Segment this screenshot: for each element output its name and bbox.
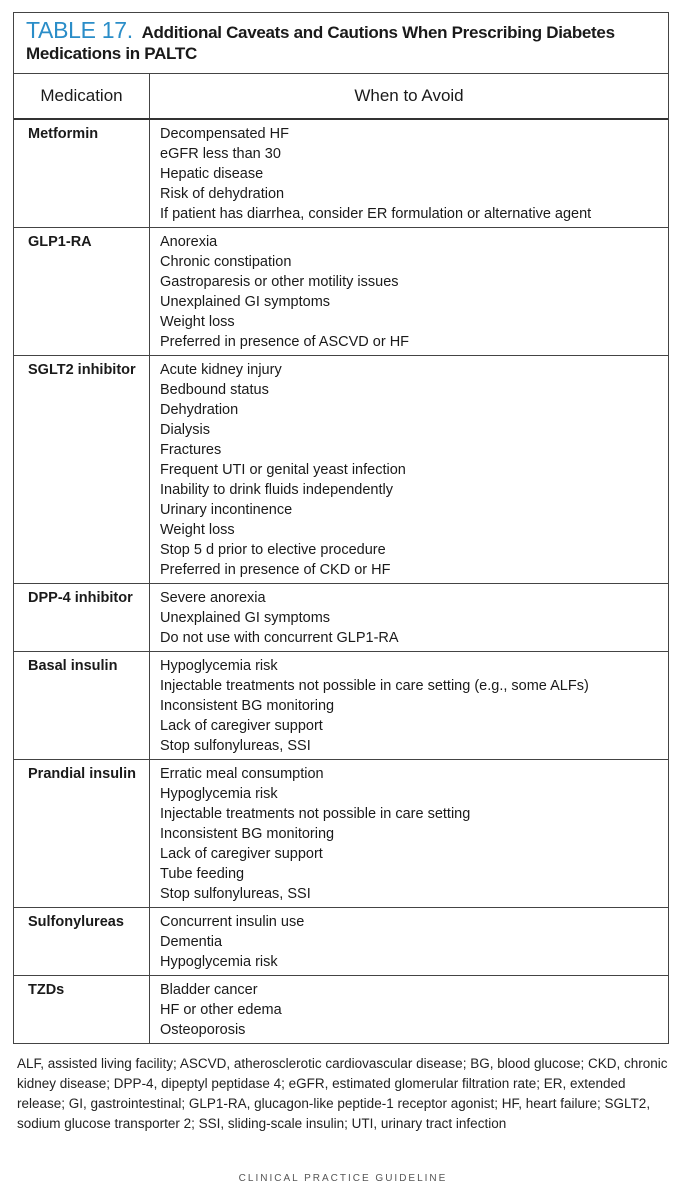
table-row [14, 584, 668, 652]
avoid-item: Preferred in presence of CKD or HF [160, 562, 391, 578]
medication-cell: Metformin [14, 119, 150, 228]
avoid-item: Stop sulfonylureas, SSI [160, 738, 311, 754]
table-row [14, 228, 668, 356]
avoid-item: Bladder cancer [160, 982, 258, 998]
avoid-item: Gastroparesis or other motility issues [160, 274, 399, 290]
avoid-item: Inconsistent BG monitoring [160, 826, 335, 842]
medication-cell: DPP-4 inhibitor [14, 584, 150, 652]
avoid-item: Injectable treatments not possible in care setting (e.g., some ALFs) [160, 678, 589, 694]
medication-cell: Sulfonylureas [14, 908, 150, 976]
when-to-avoid-cell [150, 119, 669, 228]
when-to-avoid-cell [150, 976, 669, 1044]
avoid-item: If patient has diarrhea, consider ER formulation or alternative agent [160, 206, 592, 222]
avoid-item: Concurrent insulin use [160, 914, 305, 930]
table-body [14, 119, 668, 1043]
avoid-item: Preferred in presence of ASCVD or HF [160, 334, 410, 350]
medication-cell: GLP1-RA [14, 228, 150, 356]
avoid-item: Fractures [160, 442, 222, 458]
avoid-item: Hepatic disease [160, 166, 264, 182]
avoid-item: Hypoglycemia risk [160, 786, 278, 802]
avoid-item: Lack of caregiver support [160, 718, 323, 734]
table-row [14, 119, 668, 228]
avoid-item: Chronic constipation [160, 254, 292, 270]
avoid-item: Dementia [160, 934, 223, 950]
avoid-item: Severe anorexia [160, 590, 266, 606]
avoid-item: Risk of dehydration [160, 186, 285, 202]
avoid-item: Do not use with concurrent GLP1-RA [160, 630, 399, 646]
medication-cell: SGLT2 inhibitor [14, 356, 150, 584]
table-row [14, 356, 668, 584]
when-to-avoid-cell [150, 356, 669, 584]
table-17 [13, 12, 669, 1044]
avoid-item: Weight loss [160, 314, 235, 330]
avoid-item: Weight loss [160, 522, 235, 538]
avoid-item: Bedbound status [160, 382, 269, 398]
page-footer: CLINICAL PRACTICE GUIDELINE [238, 1173, 448, 1184]
table-row [14, 760, 668, 908]
avoid-item: Anorexia [160, 234, 218, 250]
medication-cell: Prandial insulin [14, 760, 150, 908]
when-to-avoid-cell [150, 908, 669, 976]
when-to-avoid-cell [150, 584, 669, 652]
when-to-avoid-cell [150, 228, 669, 356]
header-row [14, 74, 668, 119]
avoid-item: HF or other edema [160, 1002, 282, 1018]
table-number: TABLE 17. [26, 17, 133, 43]
avoid-item: Stop sulfonylureas, SSI [160, 886, 311, 902]
table-caption [14, 13, 668, 74]
when-to-avoid-cell [150, 760, 669, 908]
avoid-item: eGFR less than 30 [160, 146, 281, 162]
avoid-item: Dehydration [160, 402, 239, 418]
avoid-item: Erratic meal consumption [160, 766, 324, 782]
avoid-item: Injectable treatments not possible in care setting [160, 806, 471, 822]
avoid-item: Tube feeding [160, 866, 245, 882]
table-row [14, 908, 668, 976]
avoid-item: Inability to drink fluids independently [160, 482, 393, 498]
medication-cell: TZDs [14, 976, 150, 1044]
avoid-item: Lack of caregiver support [160, 846, 323, 862]
avoid-item: Dialysis [160, 422, 210, 438]
header-medication: Medication [14, 74, 150, 119]
abbreviations-footnote: ALF, assisted living facility; ASCVD, atherosclerotic cardiovascular disease; BG, blood glucose; CKD, chronic kidney disease; DPP-4, dipeptyl peptidase 4; eGFR, estimated glomerular filtration rate; ER, extended release; GI, gastrointestinal; GLP1-RA, glucagon-like peptide-1 receptor agonist; HF, heart failure; SGLT2, sodium glucose transporter 2; SSI, sliding-scale insulin; UTI, urinary tract infection [17, 1056, 668, 1131]
avoid-item: Acute kidney injury [160, 362, 282, 378]
avoid-item: Inconsistent BG monitoring [160, 698, 335, 714]
table-title: Additional Caveats and Cautions When Prescribing Diabetes Medications in PALTC [26, 23, 615, 63]
avoid-item: Frequent UTI or genital yeast infection [160, 462, 406, 478]
avoid-item: Urinary incontinence [160, 502, 293, 518]
avoid-item: Stop 5 d prior to elective procedure [160, 542, 386, 558]
when-to-avoid-cell [150, 652, 669, 760]
avoid-item: Hypoglycemia risk [160, 954, 278, 970]
avoid-item: Decompensated HF [160, 126, 289, 142]
medication-cell: Basal insulin [14, 652, 150, 760]
header-when-to-avoid: When to Avoid [150, 74, 669, 119]
avoid-item: Hypoglycemia risk [160, 658, 278, 674]
table-row [14, 976, 668, 1044]
avoid-item: Unexplained GI symptoms [160, 294, 331, 310]
table-row [14, 652, 668, 760]
caveats-table [14, 74, 668, 1043]
avoid-item: Osteoporosis [160, 1022, 246, 1038]
avoid-item: Unexplained GI symptoms [160, 610, 331, 626]
